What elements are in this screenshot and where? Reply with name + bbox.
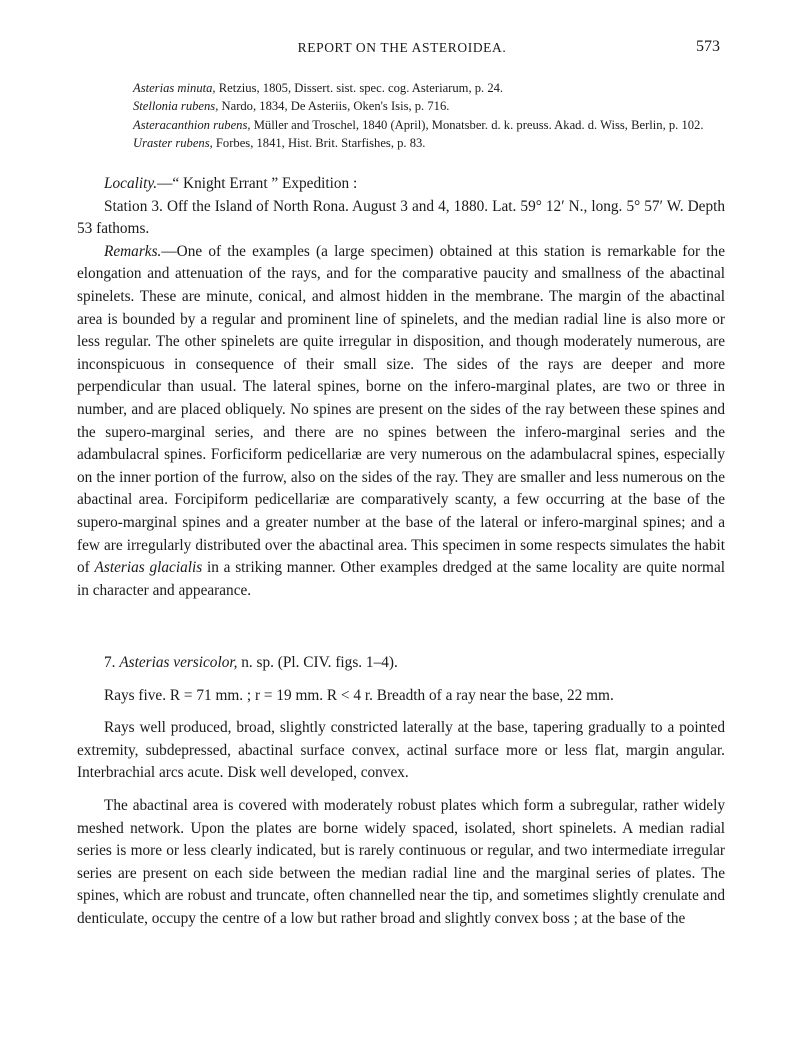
description-paragraph: The abactinal area is covered with moderately robust plates which form a subregular, rather widely meshed network. Upon the plates are borne widely spaced, isolated, short spinelets. A median radial series is more or less clearly indicated, but is rarely continuous or regular, and two intermediate irregular series are present on each side between the median radial line and the marginal series of plates. The spines, which are robust and truncate, often channelled near the tip, and sometimes slightly crenulate and denticulate, occupy the centre of a low but rather broad and slightly convex boss ; at the base of the (77, 796, 725, 927)
synonym-citation: Forbes, 1841, Hist. Brit. Starfishes, p. 83. (212, 136, 426, 151)
synonymy-entry (133, 97, 723, 115)
synonym-name: Asterias minuta, (133, 81, 216, 95)
synonym-citation: Müller and Troschel, 1840 (April), Monatsber. d. k. preuss. Akad. d. Wiss, Berlin, p. 102. (250, 117, 704, 132)
remarks-text: —One of the examples (a large specimen) obtained at this station is remarkable for the elongation and attenuation of the rays, and for the comparative paucity and smallness of the abactinal spinelets. These are minute, conical, and almost hidden in the membrane. The margin of the abactinal area is bounded by a regular and prominent line of spinelets, and the median radial line is also more or less regular. The other spinelets are quite irregular in disposition, and though moderately numerous, are inconspicuous in consequence of their small size. The sides of the rays are deeper and more perpendicular than usual. The lateral spines, borne on the infero-marginal plates, are two or three in number, and are placed obliquely. No spines are present on the sides of the ray between these spines and the supero-marginal series, and there are no spines between the infero-marginal series and the adambulacral spines. Forficiform pedicellariæ are very numerous on the adambulacral spines, especially on the inner portion of the furrow, also on the sides of the ray. They are smaller and less numerous on the abactinal area. Forcipiform pedicellariæ are comparatively scanty, a few occurring at the base of the supero-marginal spines and a greater number at the base of the lateral or infero-marginal spines; and a few are irregularly distributed over the abactinal area. This specimen in some respects simulates the habit of (77, 242, 725, 577)
main-text (77, 173, 725, 602)
remarks-text-end: in a striking manner. Other examples dredged at the same locality are quite normal in character and appearance. (77, 559, 725, 599)
locality-line (77, 173, 725, 196)
species-section (77, 652, 725, 931)
synonymy-entry (133, 134, 723, 152)
synonym-name: Stellonia rubens, (133, 99, 219, 114)
remarks-paragraph (77, 241, 725, 603)
synonymy-entry (133, 116, 723, 134)
running-head: REPORT ON THE ASTEROIDEA. (297, 40, 507, 55)
synonym-name: Uraster rubens, (133, 136, 213, 151)
locality-label: Locality. (104, 175, 158, 192)
synonym-citation: Retzius, 1805, Dissert. sist. spec. cog. Asteriarum, p. 24. (215, 81, 504, 95)
synonymy-entry (133, 79, 723, 97)
species-heading (77, 652, 725, 675)
locality-text: —“ Knight Errant ” Expedition : (157, 175, 358, 192)
species-reference-plate: n. sp. (Pl. CIV. figs. 1–4). (237, 654, 398, 671)
species-number: 7. (104, 654, 116, 671)
station-paragraph: Station 3. Off the Island of North Rona. August 3 and 4, 1880. Lat. 59° 12′ N., long. 5° 57′ W. Depth 53 fathoms. (77, 197, 725, 238)
description-paragraph: Rays well produced, broad, slightly constricted laterally at the base, tapering gradually to a pointed extremity, subdepressed, abactinal surface convex, actinal surface more or less flat, margin angular. Interbrachial arcs acute. Disk well developed, convex. (77, 719, 725, 782)
page-number: 573 (696, 38, 720, 55)
remarks-label: Remarks. (104, 242, 162, 260)
measurements-paragraph: Rays five. R = 71 mm. ; r = 19 mm. R < 4 r. Breadth of a ray near the base, 22 mm. (104, 686, 614, 704)
species-name: Asterias versicolor, (119, 654, 238, 671)
synonym-name: Asteracanthion rubens, (133, 117, 251, 132)
species-reference: Asterias glacialis (94, 559, 203, 577)
synonym-citation: Nardo, 1834, De Asteriis, Oken's Isis, p. 716. (218, 99, 450, 114)
synonymy-list (133, 79, 723, 153)
page-header (84, 38, 720, 62)
